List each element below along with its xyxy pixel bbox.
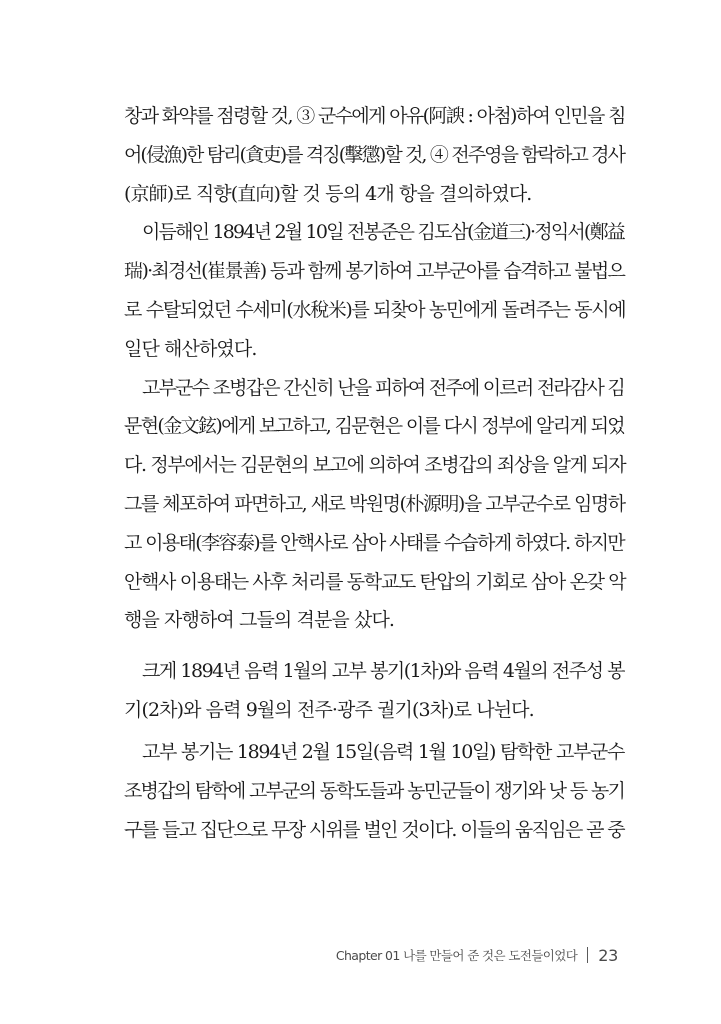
text-line: 문현(金文鉉)에게 보고하고, 김문현은 이를 다시 정부에 알리게 되었 bbox=[124, 415, 624, 438]
text-line: 그를 체포하여 파면하고, 새로 박원명(朴源明)을 고부군수로 임명하 bbox=[124, 492, 625, 515]
paragraph-5 bbox=[124, 733, 624, 849]
page-number: 23 bbox=[598, 945, 618, 965]
paragraph-4 bbox=[124, 652, 624, 730]
text-line: 고 이용태(李容泰)를 안핵사로 삼아 사태를 수습하게 하였다. 하지만 bbox=[124, 531, 624, 554]
text-line: 일단 해산하였다. bbox=[124, 337, 257, 360]
running-title: Chapter 01 나를 만들어 준 것은 도전들이었다 bbox=[335, 948, 578, 963]
text-line: 다. 정부에서는 김문현의 보고에 의하여 조병갑의 죄상을 알게 되자 bbox=[124, 454, 626, 477]
text-line: 로 수탈되었던 수세미(水稅米)를 되찾아 농민에게 돌려주는 동시에 bbox=[124, 298, 626, 321]
text-line: 창과 화약를 점령할 것, ③ 군수에게 아유(阿諛 : 아첨)하여 인민을 침 bbox=[124, 105, 625, 127]
paragraph-3 bbox=[124, 369, 624, 641]
text-line: 조병갑의 탐학에 고부군의 동학도들과 농민군들이 쟁기와 낫 등 농기 bbox=[124, 779, 624, 802]
text-line: 안핵사 이용태는 사후 처리를 동학교도 탄압의 기회로 삼아 온갖 악 bbox=[124, 570, 626, 593]
text-line: 고부 봉기는 1894년 2월 15일(음력 1월 10일) 탐학한 고부군수 bbox=[142, 741, 624, 763]
text-line: 기(2차)와 음력 9월의 전주·광주 궐기(3차)로 나뉜다. bbox=[124, 698, 534, 721]
paragraph-1 bbox=[124, 97, 624, 213]
text-line: 어(侵漁)한 탐리(貪吏)를 격징(擊懲)할 것, ④ 전주영을 함락하고 경사 bbox=[124, 143, 624, 166]
page-footer bbox=[336, 940, 618, 970]
text-line: (京師)로 직향(直向)할 것 등의 4개 항을 결의하였다. bbox=[124, 182, 532, 205]
text-line: 구를 들고 집단으로 무장 시위를 벌인 것이다. 이들의 움직임은 곧 중 bbox=[124, 818, 624, 841]
body-text-upper bbox=[124, 97, 624, 640]
text-line: 瑞)·최경선(崔景善) 등과 함께 봉기하여 고부군아를 습격하고 불법으 bbox=[124, 260, 624, 283]
text-line: 행을 자행하여 그들의 격분을 샀다. bbox=[124, 609, 395, 632]
text-line: 이듬해인 1894년 2월 10일 전봉준은 김도삼(金道三)·정익서(鄭益 bbox=[142, 221, 624, 244]
footer-divider bbox=[587, 947, 588, 963]
text-line: 크게 1894년 음력 1월의 고부 봉기(1차)와 음력 4월의 전주성 봉 bbox=[142, 660, 624, 682]
text-line: 고부군수 조병갑은 간신히 난을 피하여 전주에 이르러 전라감사 김 bbox=[142, 376, 624, 399]
paragraph-2 bbox=[124, 213, 624, 368]
